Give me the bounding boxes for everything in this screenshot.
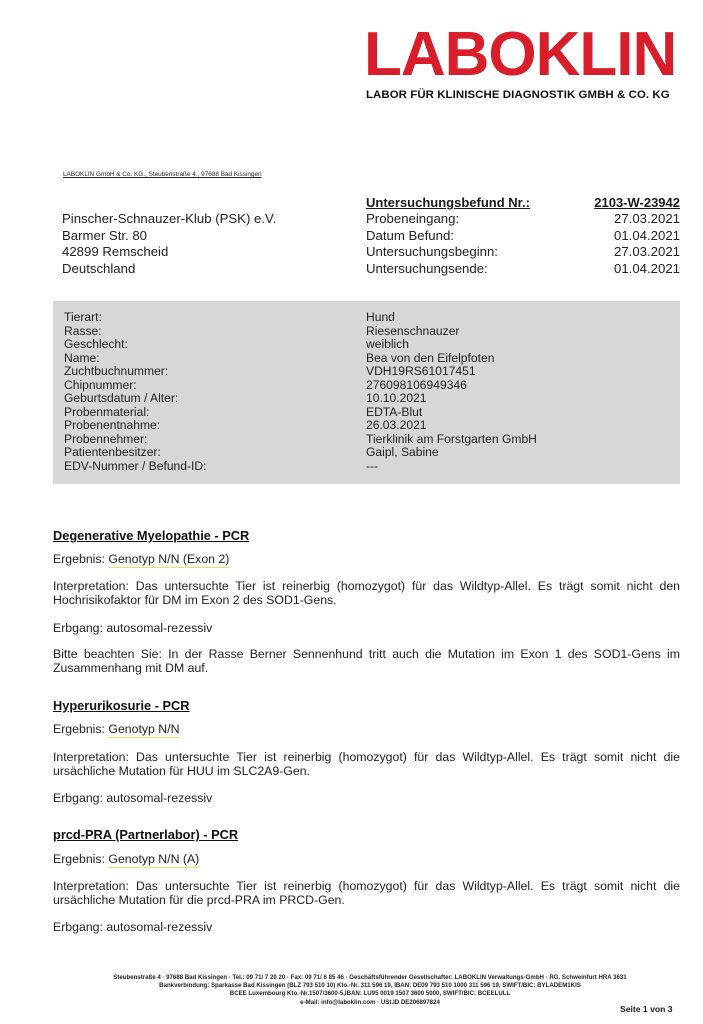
patient-value: Gaipl, Sabine — [366, 445, 439, 459]
patient-value: Tierklinik am Forstgarten GmbH — [366, 431, 537, 446]
meta-value: 27.03.2021 — [613, 211, 680, 226]
result-prefix: Ergebnis: — [53, 852, 109, 866]
interpretation-dm: Interpretation: Das untersuchte Tier ist reinerbig (homozygot) für das Wildtyp-Allel. Es trägt somit nicht den Hochrisikofaktor für DM im Exon 2 des SOD1-Gens. — [53, 579, 680, 607]
result-huu — [53, 722, 680, 736]
address-line-2: Barmer Str. 80 — [62, 228, 148, 243]
meta-label: Probeneingang: — [366, 211, 460, 226]
patient-label: Geschlecht: — [64, 337, 128, 351]
patient-label: Geburtsdatum / Alter: — [64, 391, 179, 405]
result-prefix: Ergebnis: — [53, 722, 109, 736]
patient-value: Bea von den Eifelpfoten — [366, 350, 495, 365]
meta-label: Untersuchungsbeginn: — [366, 244, 498, 259]
meta-value: 01.04.2021 — [613, 261, 680, 276]
patient-label: Name: — [64, 350, 100, 365]
patient-value: Hund — [366, 310, 395, 324]
meta-row — [366, 261, 680, 276]
address-line-1: Pinscher-Schnauzer-Klub (PSK) e.V. — [62, 211, 277, 226]
address-line-4: Deutschland — [62, 261, 136, 276]
patient-value: 276098106949346 — [366, 377, 467, 392]
meta-value: 01.04.2021 — [613, 228, 680, 243]
patient-label: Probennehmer: — [64, 431, 148, 446]
sender-line: LABOKLIN GmbH & Co. KG., Steubenstraße 4., 97688 Bad Kissingen — [63, 171, 262, 178]
report-number-heading — [366, 195, 680, 210]
patient-label: EDV-Nummer / Befund-ID: — [64, 458, 207, 473]
patient-value: 10.10.2021 — [366, 391, 427, 405]
footer-line: BCEE Luxembourg Kto.-Nr.1507/3600-5,IBAN: LU95 0019 1507 3600 5000, SWIFT/BIC: BCEELULL — [229, 990, 511, 998]
address-line-3: 42899 Remscheid — [62, 244, 169, 259]
patient-label: Zuchtbuchnummer: — [64, 364, 169, 378]
result-prcd — [53, 852, 680, 866]
result-dm — [53, 552, 680, 566]
inheritance-dm: Erbgang: autosomal-rezessiv — [53, 621, 213, 635]
patient-label: Patientenbesitzer: — [64, 445, 161, 459]
meta-row — [366, 244, 680, 259]
patient-value: VDH19RS61017451 — [366, 364, 476, 378]
laboklin-logo: LABOKLIN — [364, 20, 677, 89]
footer-line: e-Mail: info@laboklin.com · USt.ID DE206897824 — [300, 998, 440, 1006]
patient-value: Riesenschnauzer — [366, 323, 460, 338]
result-prefix: Ergebnis: — [53, 552, 109, 566]
meta-row — [366, 228, 680, 243]
footer-line: Bankverbindung: Sparkasse Bad Kissingen (BLZ 793 510 10) Kto.-Nr. 311 596 19, IBAN: DE09 793 510 1000 311 596 19, SWIFT/BIC: BYLADEM1KIS — [159, 982, 581, 990]
patient-value: EDTA-Blut — [366, 404, 423, 419]
meta-value: 27.03.2021 — [613, 244, 680, 259]
meta-row — [366, 211, 680, 226]
report-number-value: 2103-W-23942 — [594, 195, 680, 210]
patient-label: Chipnummer: — [64, 377, 137, 392]
meta-label: Untersuchungsende: — [366, 261, 488, 276]
section-title-dm: Degenerative Myelopathie - PCR — [53, 528, 250, 543]
footer-line: Steubenstraße 4 · 97688 Bad Kissingen · Tel.: 09 71/ 7 20 20 · Fax: 09 71/ 6 85 46 · Geschäftsführender Gesellschafter: LABOKLIN Verwaltungs-GmbH · RG. Schweinfurt HRA 3631 — [113, 974, 627, 981]
patient-value: weiblich — [366, 337, 410, 351]
patient-label: Probenentnahme: — [64, 418, 161, 432]
inheritance-huu: Erbgang: autosomal-rezessiv — [53, 791, 213, 805]
note-dm: Bitte beachten Sie: In der Rasse Berner Sennenhund tritt auch die Mutation im Exon 1 des SOD1-Gens im Zusammenhang mit DM auf. — [53, 647, 680, 675]
section-title-prcd: prcd-PRA (Partnerlabor) - PCR — [53, 827, 239, 842]
footer — [40, 974, 700, 1007]
report-number-label: Untersuchungsbefund Nr.: — [366, 195, 530, 210]
patient-value: 26.03.2021 — [366, 418, 427, 432]
meta-label: Datum Befund: — [366, 228, 454, 243]
patient-label: Tierart: — [64, 310, 102, 324]
patient-label: Rasse: — [64, 323, 102, 338]
genotype-result: Genotyp N/N (Exon 2) — [108, 552, 230, 566]
genotype-result: Genotyp N/N — [108, 722, 180, 736]
patient-value: --- — [366, 458, 379, 473]
section-title-huu: Hyperurikosurie - PCR — [53, 698, 190, 713]
interpretation-prcd: Interpretation: Das untersuchte Tier ist reinerbig (homozygot) für das Wildtyp-Allel. Es trägt somit nicht die ursächliche Mutation für die prcd-PRA im PRCD-Gen. — [53, 879, 680, 907]
page-number: Seite 1 von 3 — [620, 1004, 673, 1014]
genotype-result: Genotyp N/N (A) — [108, 852, 200, 866]
logo-subtitle: LABOR FÜR KLINISCHE DIAGNOSTIK GMBH & CO. KG — [366, 89, 670, 101]
interpretation-huu: Interpretation: Das untersuchte Tier ist reinerbig (homozygot) für das Wildtyp-Allel. Es trägt somit nicht die ursächliche Mutation für HUU im SLC2A9-Gen. — [53, 750, 680, 778]
inheritance-prcd: Erbgang: autosomal-rezessiv — [53, 920, 213, 934]
patient-label: Probenmaterial: — [64, 404, 150, 419]
